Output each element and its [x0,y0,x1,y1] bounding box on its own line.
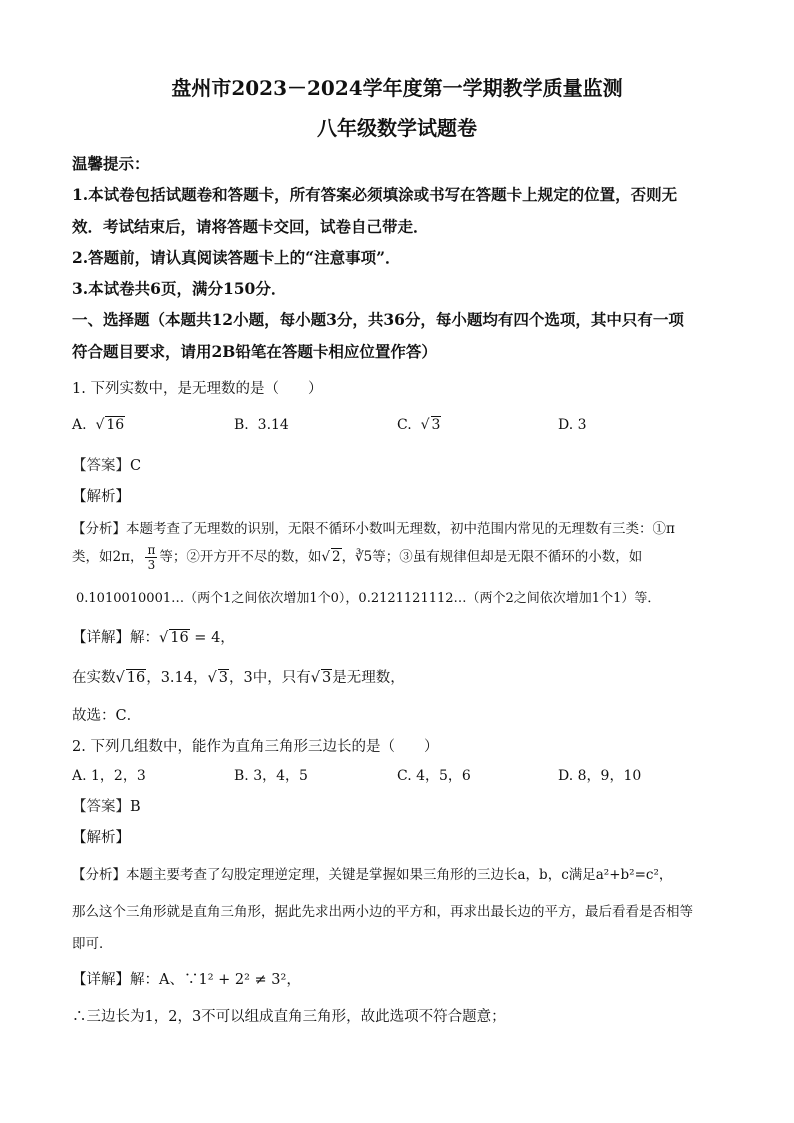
q2-option-d: D. 8，9，10 [558,768,642,784]
q1-option-b-label: B. [234,417,249,433]
q2-fenxi-line-2: 那么这个三角形就是直角三角形，据此先求出两小边的平方和，再求出最长边的平方，最后看看是否相等 [72,904,693,920]
tip-2: 2.答题前，请认真阅读答题卡上的“注意事项”． [72,248,401,267]
q1-xiangjie-line-3: 故选：C． [72,708,142,724]
q1-fenxi-line-2: 类，如2π， $\frac{\pi}{3}$ 等；②开方开不尽的数，如√ 2，∛5等；③虽有规律但却是无限不循环的小数，如 [72,543,643,572]
q1-fenxi-text-2c: ，∛5等；③虽有规律但却是无限不循环的小数，如 [341,549,643,565]
q1-fenxi-tag: 【分析】 [72,521,126,537]
q2-xiangjie-line-2: ∴三边长为1，2，3不可以组成直角三角形，故此选项不符合题意； [72,1009,506,1025]
q1-xiangjie-line-1: 【详解】解：√ 16 = 4， [72,630,235,646]
q1-fenxi-text-1: 本题考查了无理数的识别，无限不循环小数叫无理数，初中范围内常见的无理数有三类：①π [126,521,675,537]
q1-xiangjie-tag: 【详解】 [72,630,130,646]
q1-option-c-label: C. [397,417,412,433]
q2-xiangjie-tag: 【详解】 [72,972,130,988]
q1-answer [72,454,141,475]
q2-fenxi-line-3: 即可． [72,936,113,952]
section-1-line-1: 一、选择题（本题共12小题，每小题3分，共36分，每小题均有四个选项，其中只有一项 [72,310,684,329]
q1-option-a: A. √ 16 [72,417,125,433]
fraction-denominator: 3 [147,558,156,572]
q1-fenxi-text-2b: 等；②开方开不尽的数，如 [159,549,322,565]
q2-xiangjie-line-1 [72,968,301,989]
q1-option-a-value: 16 [106,417,125,433]
q1-fenxi-text-2a: 类，如2π， [72,549,144,565]
q2-answer-tag: 【答案】 [72,799,130,815]
q1-option-d [558,417,587,433]
q1-option-c-value: 3 [431,417,441,433]
q2-stem: 2. 下列几组数中，能作为直角三角形三边长的是（ ） [72,739,439,755]
tip-1-line-2: 效．考试结束后，请将答题卡交回，试卷自己带走． [72,217,429,236]
q2-option-a: A. 1，2，3 [72,768,146,784]
q1-xiangjie-line-2: 在实数√ 16，3.14，√ 3，3中，只有√ 3是无理数， [72,670,405,686]
tip-3: 3.本试卷共6页，满分150分． [72,279,287,298]
q1-fenxi-line-1 [72,517,675,537]
sqrt-16: 16 [170,630,189,646]
q2-answer-value: B [130,799,141,815]
q1-fenxi-line-3: 0.1010010001…（两个1之间依次增加1个0），0.2121121112…（两个2之间依次增加1个1）等． [76,591,661,606]
q1-xj-text-2b: ，3.14， [146,670,208,686]
exam-subtitle: 八年级数学试题卷 [317,116,477,140]
q1-option-d-label: D. [558,417,574,433]
q1-xj-text-2c: ，3中，只有 [228,670,311,686]
q2-fenxi-line-1 [72,863,672,883]
fraction-numerator: π [147,543,156,557]
q1-option-c: C. √ 3 [397,417,441,433]
section-1-line-2: 符合题目要求，请用2B铅笔在答题卡相应位置作答） [72,342,437,361]
q1-answer-value: C [130,458,142,474]
q2-fenxi-tag: 【分析】 [72,867,126,883]
q1-xj-text-2a: 在实数 [72,670,116,686]
q1-option-b [234,417,289,433]
tip-1-line-1: 1.本试卷包括试题卷和答题卡，所有答案必须填涂或书写在答题卡上规定的位置，否则无 [72,185,678,204]
q1-option-a-label: A. [72,417,87,433]
q2-fenxi-text-1: 本题主要考查了勾股定理逆定理，关键是掌握如果三角形的三边长a，b，c满足a²+b²=c²， [126,867,673,883]
q1-jiexi: 【解析】 [72,489,130,505]
tips-heading: 温馨提示： [72,154,150,173]
sqrt-3: 3 [218,670,228,686]
q2-jiexi: 【解析】 [72,830,130,846]
q2-option-c: C. 4，5，6 [397,768,471,784]
q1-option-b-value: 3.14 [257,417,289,433]
q2-answer [72,795,141,816]
sqrt-3: 3 [321,670,332,686]
q1-xj-text-1b: = 4， [189,630,235,646]
q1-xj-text-2d: 是无理数， [332,670,405,686]
pi-over-3-fraction [145,543,157,572]
sqrt-2: 2 [331,549,341,565]
exam-title: 盘州市2023－2024学年度第一学期教学质量监测 [171,76,623,100]
q1-stem: 1. 下列实数中，是无理数的是（ ） [72,381,323,397]
q2-option-b: B. 3，4，5 [234,768,308,784]
q1-xj-text-1a: 解： [130,630,159,646]
q1-answer-tag: 【答案】 [72,458,130,474]
q2-xj-text-1: 解：A、∵1² + 2² ≠ 3²， [130,972,301,988]
sqrt-16: 16 [126,670,146,686]
q1-option-d-value: 3 [577,417,587,433]
